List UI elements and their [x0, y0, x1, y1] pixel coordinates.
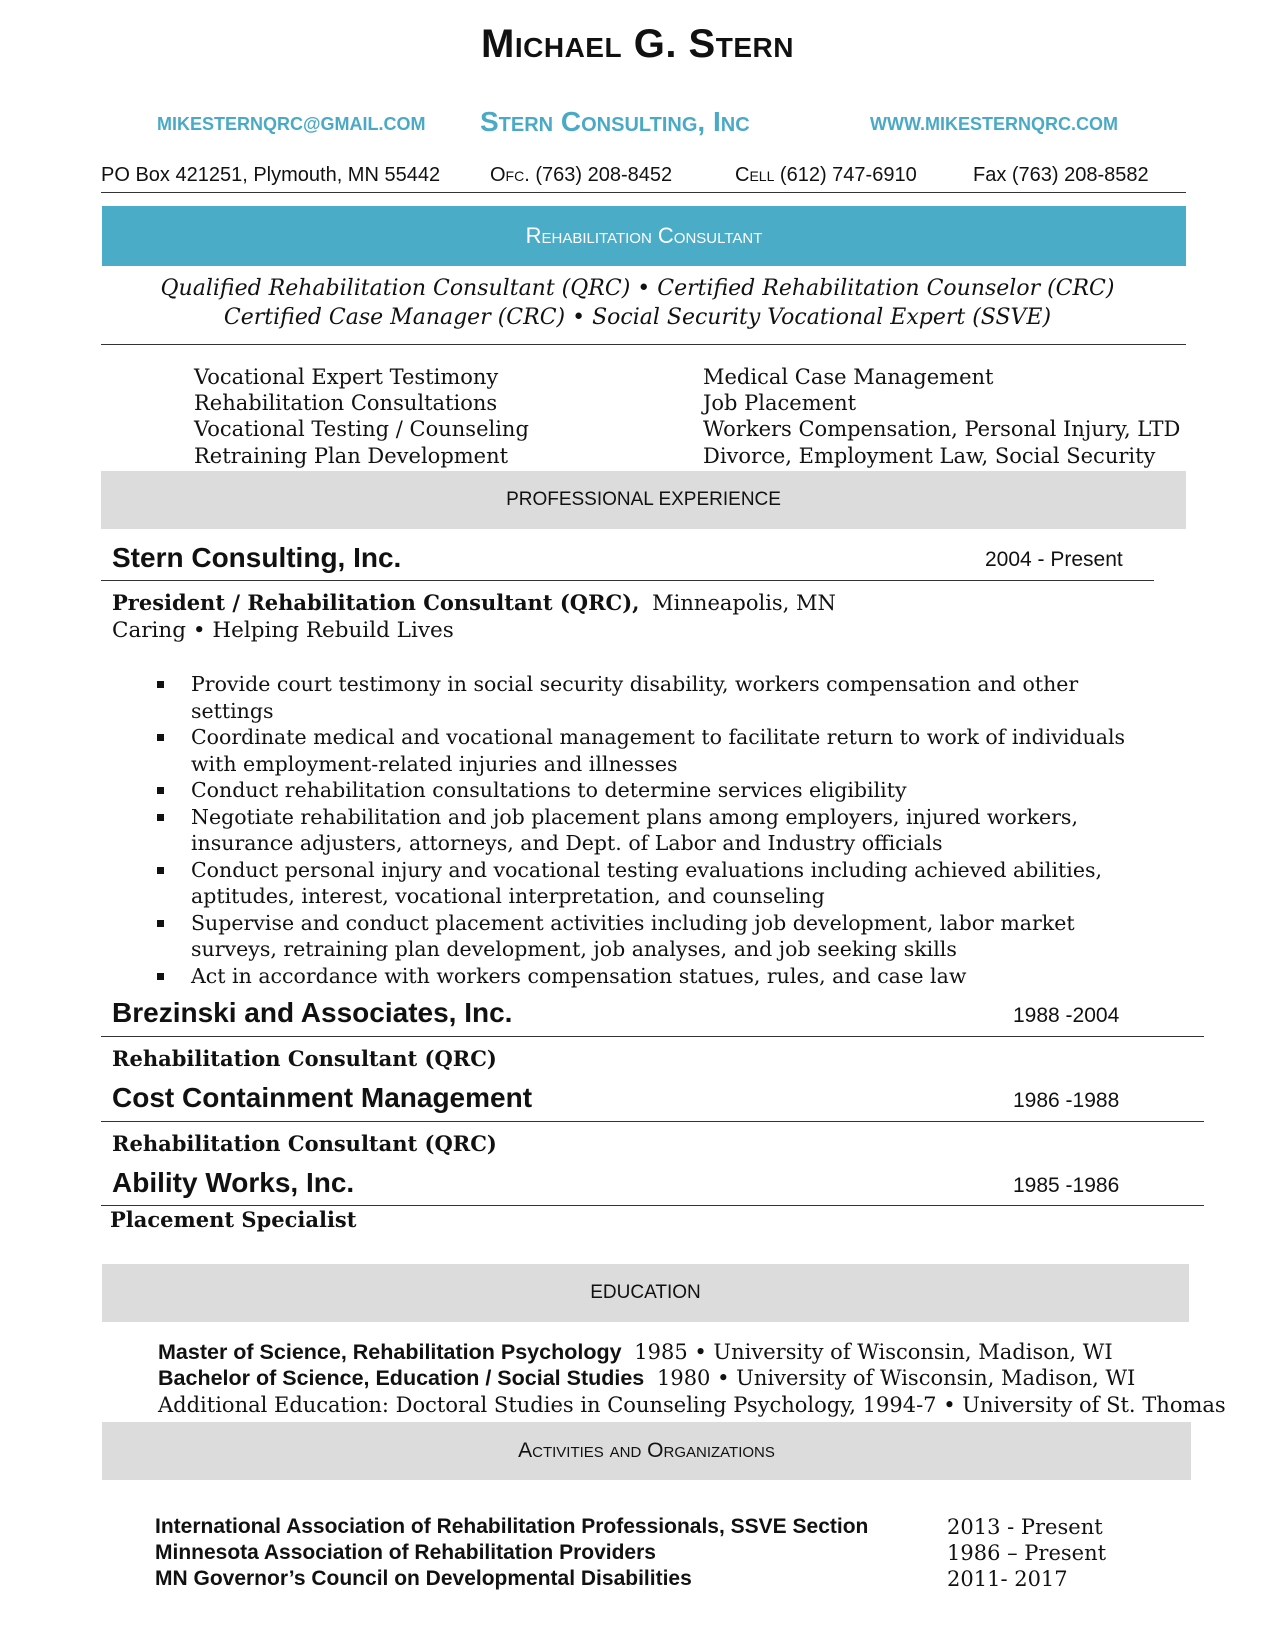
- list-item: [155, 804, 1155, 857]
- list-item: [155, 671, 1155, 724]
- bullet-icon: [157, 787, 164, 794]
- title-bar: Rehabilitation Consultant: [102, 206, 1186, 266]
- list-item: [155, 724, 1155, 777]
- bullet-text: Provide court testimony in social security disability, workers compensation and other settings: [191, 672, 1079, 723]
- education-detail: 1980 • University of Wisconsin, Madison, WI: [656, 1366, 1136, 1390]
- cell-label: Cell: [735, 164, 775, 186]
- list-item: [155, 777, 1155, 804]
- bullet-icon: [157, 734, 164, 741]
- skill-item: Workers Compensation, Personal Injury, LTD: [703, 417, 1181, 441]
- skill-item: Vocational Testing / Counseling: [194, 417, 529, 441]
- fax-number: Fax (763) 208-8582: [973, 164, 1149, 186]
- office-label: Ofc.: [490, 164, 530, 186]
- job-role: Placement Specialist: [110, 1207, 357, 1232]
- skill-item: Retraining Plan Development: [194, 444, 509, 468]
- job-role: Rehabilitation Consultant (QRC): [112, 1046, 497, 1071]
- skill-item: Medical Case Management: [703, 365, 994, 389]
- organization-dates: 2011- 2017: [947, 1567, 1068, 1591]
- job-bullets: [155, 671, 1155, 989]
- bullet-text: Negotiate rehabilitation and job placement plans among employers, injured workers, insurance adjusters, attorneys, and Dept. of Labor and Industry officials: [191, 804, 1078, 855]
- bullet-icon: [157, 814, 164, 821]
- organization-name: International Association of Rehabilitation Professionals, SSVE Section: [155, 1515, 869, 1538]
- bullet-text: Act in accordance with workers compensation statues, rules, and case law: [191, 963, 967, 988]
- section-education: EDUCATION: [102, 1264, 1189, 1322]
- job-tagline: Caring • Helping Rebuild Lives: [112, 618, 454, 643]
- list-item: [155, 963, 1155, 990]
- education-degree: Bachelor of Science, Education / Social Studies: [158, 1366, 645, 1390]
- organization-name: MN Governor’s Council on Developmental Disabilities: [155, 1567, 692, 1590]
- organization-dates: 1986 – Present: [947, 1541, 1107, 1565]
- bullet-icon: [157, 973, 164, 980]
- job-dates: 1988 -2004: [1013, 1004, 1120, 1027]
- skill-item: Job Placement: [703, 391, 857, 415]
- list-item: [155, 857, 1155, 910]
- job-company: Ability Works, Inc.: [112, 1167, 355, 1198]
- job-dates: 1986 -1988: [1013, 1089, 1120, 1112]
- education-item: [158, 1366, 1135, 1391]
- job-divider: [101, 580, 1154, 581]
- job-divider: [101, 1121, 1204, 1122]
- job-dates: 2004 - Present: [985, 548, 1123, 571]
- education-detail: 1985 • University of Wisconsin, Madison, WI: [634, 1340, 1113, 1364]
- credentials-divider: [101, 344, 1186, 345]
- skill-item: Divorce, Employment Law, Social Security: [703, 444, 1156, 468]
- credentials-line-2: Certified Case Manager (CRC) • Social Security Vocational Expert (SSVE): [223, 305, 1052, 330]
- resume-name: Michael G. Stern: [481, 22, 794, 66]
- bullet-text: Conduct rehabilitation consultations to determine services eligibility: [191, 778, 907, 802]
- office-number: (763) 208-8452: [535, 164, 673, 186]
- office-phone: [490, 164, 672, 187]
- job-company: Stern Consulting, Inc.: [112, 542, 402, 573]
- cell-phone: [735, 164, 917, 187]
- section-experience: PROFESSIONAL EXPERIENCE: [101, 471, 1186, 529]
- job-role: President / Rehabilitation Consultant (QRC),: [112, 590, 640, 615]
- organization-name: Minnesota Association of Rehabilitation Providers: [155, 1541, 656, 1564]
- bullet-text: Supervise and conduct placement activities including job development, labor market surveys, retraining plan development, job analyses, and job seeking skills: [191, 910, 1075, 961]
- address: PO Box 421251, Plymouth, MN 55442: [101, 164, 441, 186]
- bullet-text: Conduct personal injury and vocational testing evaluations including achieved abilities, aptitudes, interest, vocational interpretation, and counseling: [191, 857, 1103, 908]
- job-role-line: [112, 590, 836, 615]
- skill-item: Vocational Expert Testimony: [194, 365, 499, 389]
- bullet-icon: [157, 681, 164, 688]
- job-role: Rehabilitation Consultant (QRC): [112, 1131, 497, 1156]
- cell-number: (612) 747-6910: [779, 164, 917, 186]
- list-item: [155, 910, 1155, 963]
- education-item: [158, 1393, 1226, 1417]
- email-link[interactable]: MIKESTERNQRC@GMAIL.COM: [157, 114, 426, 134]
- credentials-line-1: Qualified Rehabilitation Consultant (QRC) • Certified Rehabilitation Counselor (CRC): [160, 276, 1115, 301]
- organization-dates: 2013 - Present: [947, 1515, 1103, 1539]
- skill-item: Rehabilitation Consultations: [194, 391, 498, 415]
- header-company: Stern Consulting, Inc: [480, 106, 750, 137]
- section-activities: Activities and Organizations: [102, 1422, 1191, 1480]
- job-company: Brezinski and Associates, Inc.: [112, 997, 513, 1028]
- bullet-icon: [157, 920, 164, 927]
- bullet-icon: [157, 867, 164, 874]
- job-dates: 1985 -1986: [1013, 1174, 1120, 1197]
- job-company: Cost Containment Management: [112, 1082, 533, 1113]
- job-divider: [101, 1205, 1204, 1206]
- header-divider: [101, 192, 1186, 193]
- website-link[interactable]: WWW.MIKESTERNQRC.COM: [870, 114, 1118, 134]
- job-divider: [101, 1036, 1204, 1037]
- job-location: Minneapolis, MN: [652, 591, 836, 615]
- education-degree: Master of Science, Rehabilitation Psychology: [158, 1340, 622, 1364]
- bullet-text: Coordinate medical and vocational management to facilitate return to work of individuals with employment-related injuries and illnesses: [191, 725, 1126, 776]
- education-item: [158, 1340, 1113, 1365]
- education-detail: Additional Education: Doctoral Studies in Counseling Psychology, 1994-7 • University of St. Thomas: [158, 1393, 1226, 1417]
